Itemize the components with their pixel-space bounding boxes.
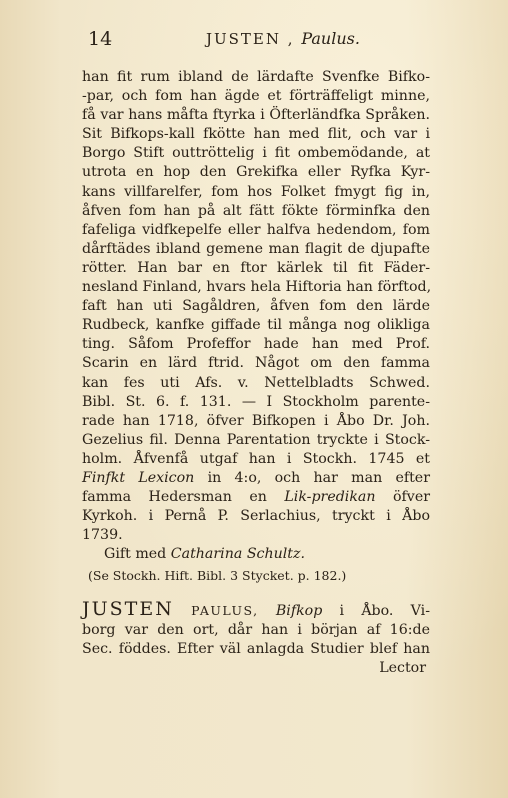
running-head (88, 28, 468, 54)
text-line: dårftädes ibland gemene man flagit de djupafte (82, 240, 430, 257)
entry-head-italic: Bifkop (275, 602, 323, 619)
hedersman-line (82, 488, 430, 507)
married-line (82, 545, 430, 564)
text-line: han fit rum ibland de lärdafte Svenfke Bifko- (82, 69, 430, 85)
text-line: utrota en hop den Grekifka eller Ryfka Kyr- (82, 164, 430, 181)
entry-line: borg var den ort, dår han i början af 16:de (82, 621, 430, 638)
lik-predikan-title: Lik-predikan (284, 489, 376, 506)
entry-head-rest: i Åbo. Vi- (339, 602, 430, 619)
reference-line: (Se Stockh. Hift. Bibl. 3 Stycket. p. 182.) (88, 568, 347, 584)
entry-line: Sec. föddes. Efter väl anlagda Studier blef han (82, 640, 430, 657)
text-line: Scarin en lärd ftrid. Något om den famma (82, 355, 430, 372)
catchword: Lector (379, 659, 426, 676)
text-line: kans villfarelfer, fom hos Folket fmygt fig in, (82, 183, 430, 200)
text-line: kan fes uti Afs. v. Nettelbladts Schwed. (82, 374, 430, 391)
married-before: Gift med (104, 546, 167, 563)
text-line: fafeliga vidfkepelfe eller halfva hedendom, fom (82, 221, 430, 238)
text-line: rade han 1718, öfver Bifkopen i Åbo Dr. Joh. (82, 412, 430, 429)
hedersman-before: famma Hedersman en (82, 489, 267, 506)
text-line: Sit Bifkops-kall fkötte han med flit, och var i (82, 126, 430, 143)
year-line: 1739. (82, 527, 123, 544)
text-line: Borgo Stift outtröttelig i fit ombemödande, at (82, 145, 430, 162)
text-line: faft han uti Sagåldren, åfven fom den lärde (82, 298, 430, 315)
hedersman-after: öfver (393, 489, 431, 506)
running-head-caps: JUSTEN , (206, 30, 295, 48)
spouse-name: Catharina Schultz. (170, 546, 305, 563)
lexicon-title: Finfkt Lexicon (82, 469, 195, 486)
running-head-italic: Paulus. (301, 29, 360, 48)
entry-head-caps: PAULUS, (191, 602, 259, 618)
text-line: Rudbeck, kanfke giffade til många nog olikliga (82, 317, 430, 334)
entry-head-big: JUSTEN (82, 597, 174, 620)
text-line: ting. Såfom Profeffor hade han med Prof. (82, 336, 430, 353)
text-line: Bibl. St. 6. f. 131. — I Stockholm parente- (82, 393, 430, 410)
text-line: holm. Åfvenfå utgaf han i Stockh. 1745 et (82, 450, 430, 467)
text-line: -par, och fom han ägde et förträffeligt minne, (82, 88, 430, 105)
page-number: 14 (88, 28, 113, 50)
lexicon-line (82, 469, 430, 488)
running-head-title (206, 29, 360, 48)
body-text (82, 68, 430, 678)
text-line: få var hans måfta ftyrka i Öfterländfka Språken. (82, 107, 430, 124)
kyrkoh-line: Kyrkoh. i Pernå P. Serlachius, tryckt i Åbo (82, 508, 430, 525)
text-line: åfven fom han på alt fätt fökte förminfka den (82, 202, 430, 219)
entry-heading-line (82, 597, 430, 621)
text-line: Gezelius fil. Denna Parentation tryckte i Stock- (82, 431, 430, 448)
text-line: rötter. Han bar en ftor kärlek til fit Fäder- (82, 259, 430, 276)
text-line: nesland Finland, hvars hela Hiftoria han förftod, (82, 279, 432, 296)
lexicon-rest: in 4:o, och har man efter (207, 469, 430, 486)
